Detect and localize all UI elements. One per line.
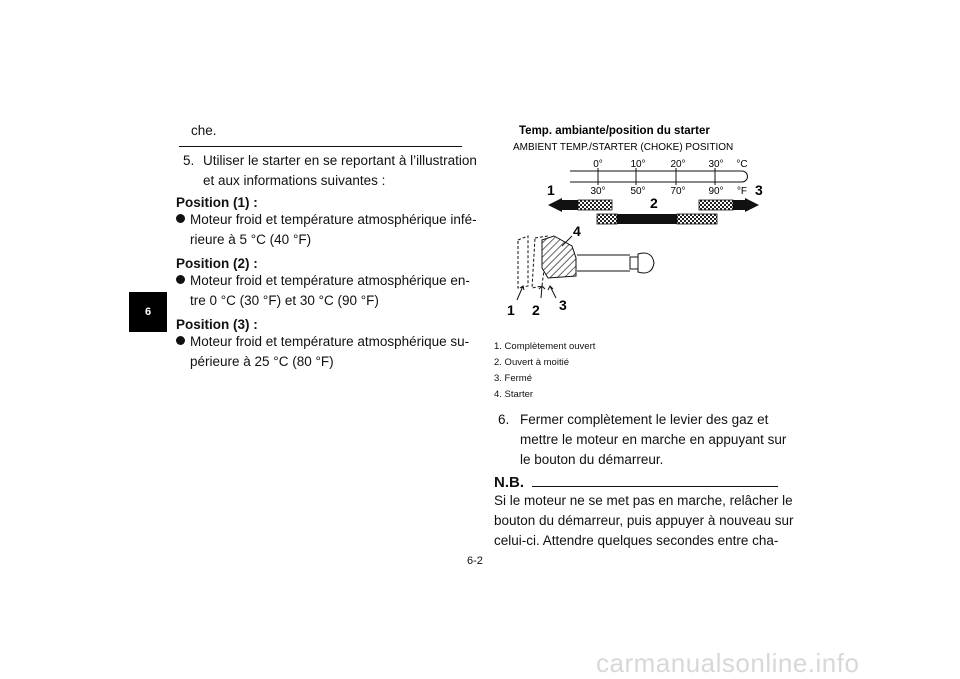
position-3-arrow xyxy=(699,198,759,212)
divider-rule xyxy=(179,146,462,147)
legend-item-2: 2. Ouvert à moitié xyxy=(494,357,569,368)
nb-line-1: Si le moteur ne se met pas en marche, relâcher le xyxy=(494,493,793,508)
position-2-bullet xyxy=(176,271,470,291)
callout-2-bottom: 2 xyxy=(532,302,540,318)
bullet-icon xyxy=(176,214,185,223)
callout-1-top: 1 xyxy=(547,182,555,198)
page-number: 6-2 xyxy=(467,555,483,567)
position-3-line-1: Moteur froid et température atmosphérique su- xyxy=(190,334,470,349)
position-1-heading: Position (1) : xyxy=(176,195,258,210)
step-6-line-1: Fermer complètement le levier des gaz et xyxy=(520,412,769,427)
carry-over-text: che. xyxy=(191,123,217,138)
position-2-line-1: Moteur froid et température atmosphérique en- xyxy=(190,273,470,288)
callout-2-top: 2 xyxy=(650,195,658,211)
nb-rule xyxy=(532,486,778,487)
callout-4: 4 xyxy=(573,223,581,239)
starter-lever-drawing xyxy=(517,236,654,300)
position-1-line-2: rieure à 5 °C (40 °F) xyxy=(190,232,312,247)
nb-line-3: celui-ci. Attendre quelques secondes entre cha- xyxy=(494,533,779,548)
celsius-tick-10: 10° xyxy=(630,159,646,170)
position-2-bar xyxy=(597,214,717,224)
position-1-line-1: Moteur froid et température atmosphérique infé- xyxy=(190,212,477,227)
nb-line-2: bouton du démarreur, puis appuyer à nouveau sur xyxy=(494,513,794,528)
watermark-text: carmanualsonline.info xyxy=(596,648,860,678)
choke-position-figure xyxy=(490,118,780,323)
fahrenheit-unit: °F xyxy=(736,186,748,197)
position-2-line-2: tre 0 °C (30 °F) et 30 °C (90 °F) xyxy=(190,293,379,308)
celsius-tick-0: 0° xyxy=(593,159,603,170)
bullet-icon xyxy=(176,275,185,284)
nb-heading: N.B. xyxy=(494,474,524,491)
fahrenheit-tick-30: 30° xyxy=(590,186,606,197)
legend-item-3: 3. Fermé xyxy=(494,373,533,384)
callout-1-bottom: 1 xyxy=(507,302,515,318)
callout-3-top: 3 xyxy=(755,182,763,198)
step-5-number: 5. xyxy=(183,153,195,168)
celsius-tick-20: 20° xyxy=(670,159,686,170)
position-1-arrow xyxy=(548,198,612,212)
fahrenheit-tick-90: 90° xyxy=(708,186,724,197)
callout-3-bottom: 3 xyxy=(559,297,567,313)
celsius-tick-30: 30° xyxy=(708,159,724,170)
step-5-line-2: et aux informations suivantes : xyxy=(203,173,386,188)
position-3-line-2: périeure à 25 °C (80 °F) xyxy=(190,354,334,369)
step-6-number: 6. xyxy=(498,412,510,427)
section-tab: 6 xyxy=(129,292,167,332)
fahrenheit-tick-70: 70° xyxy=(670,186,686,197)
figure-title-en: AMBIENT TEMP./STARTER (CHOKE) POSITION xyxy=(513,142,734,153)
figure-title-fr: Temp. ambiante/position du starter xyxy=(519,125,710,137)
celsius-unit: °C xyxy=(736,159,748,170)
legend-item-4: 4. Starter xyxy=(494,389,534,400)
step-6-line-2: mettre le moteur en marche en appuyant sur xyxy=(520,432,787,447)
position-3-bullet xyxy=(176,332,469,352)
position-1-bullet xyxy=(176,210,477,230)
temperature-scale xyxy=(570,171,748,182)
fahrenheit-tick-50: 50° xyxy=(630,186,646,197)
step-5-line-1: Utiliser le starter en se reportant à l’illustration xyxy=(203,153,477,168)
position-2-heading: Position (2) : xyxy=(176,256,258,271)
position-3-heading: Position (3) : xyxy=(176,317,258,332)
bullet-icon xyxy=(176,336,185,345)
step-6-line-3: le bouton du démarreur. xyxy=(520,452,664,467)
legend-item-1: 1. Complètement ouvert xyxy=(494,341,596,352)
